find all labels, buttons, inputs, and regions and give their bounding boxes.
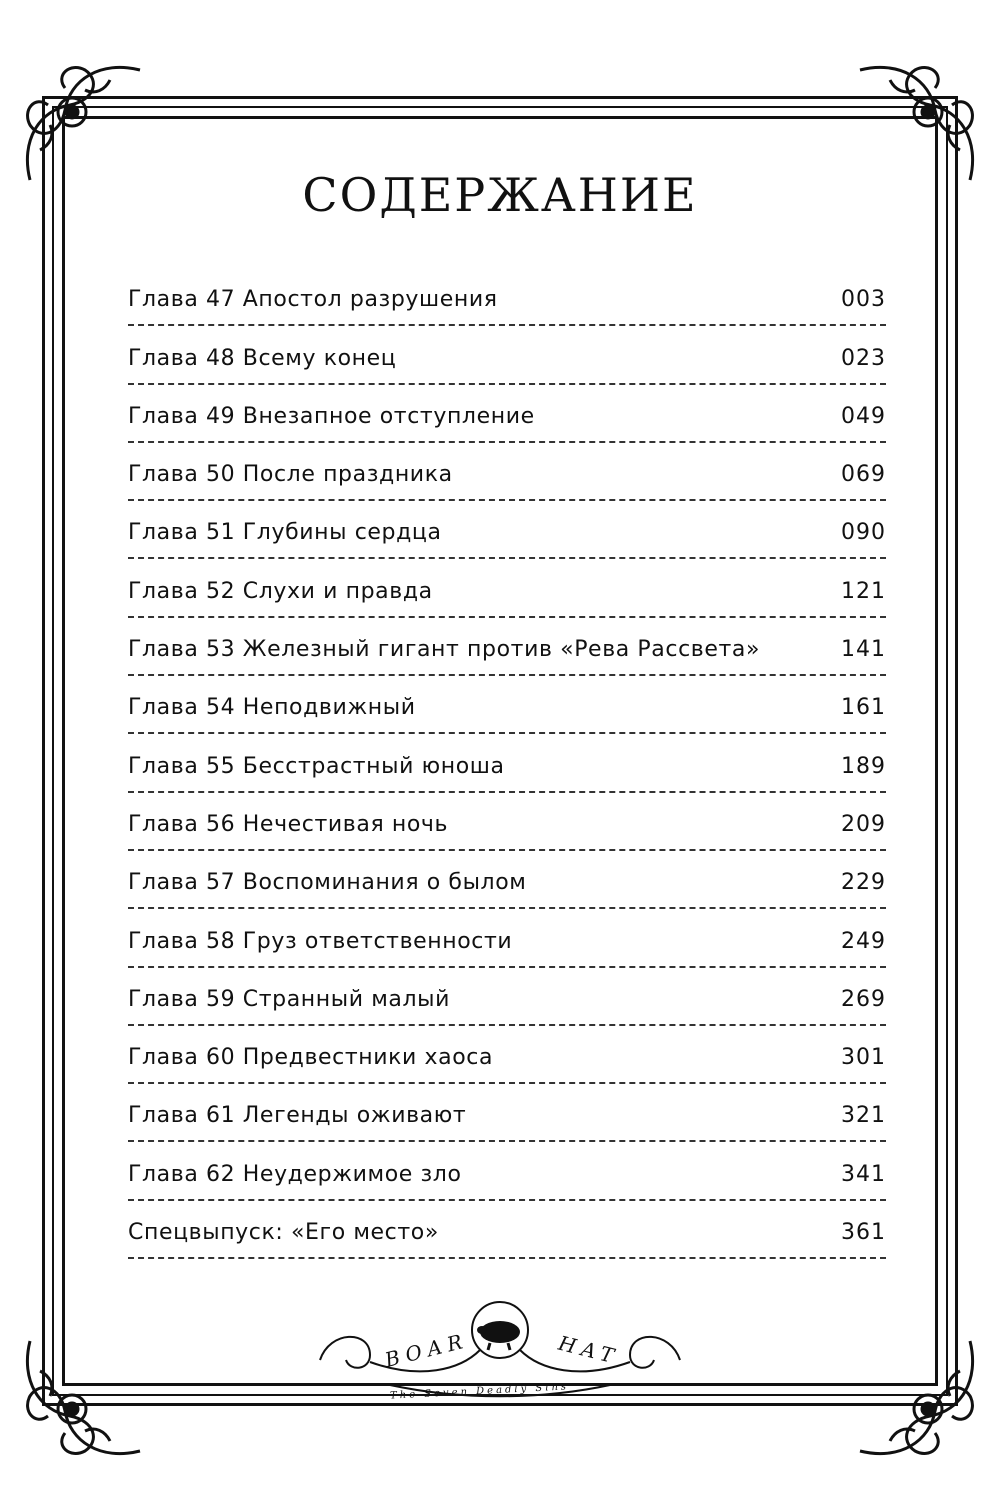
- pig-icon: [472, 1302, 528, 1358]
- toc-entry-page: 141: [841, 637, 886, 663]
- toc-entry-page: 023: [841, 345, 886, 371]
- toc-entry-label: Глава 54 Неподвижный: [128, 695, 416, 721]
- toc-entry-label: Спецвыпуск: «Его место»: [128, 1220, 439, 1246]
- toc-entry-page: 161: [841, 695, 886, 721]
- toc-entry-page: 249: [841, 928, 886, 954]
- toc-entry-label: Глава 52 Слухи и правда: [128, 578, 433, 604]
- toc-entry-label: Глава 59 Странный малый: [128, 986, 451, 1012]
- toc-entry[interactable]: [128, 1084, 886, 1142]
- table-of-contents: [128, 268, 886, 1259]
- toc-entry-page: 209: [841, 811, 886, 837]
- toc-entry-page: 301: [841, 1045, 886, 1071]
- toc-entry-page: 121: [841, 578, 886, 604]
- toc-entry[interactable]: [128, 1026, 886, 1084]
- toc-entry[interactable]: [128, 1201, 886, 1259]
- toc-entry-label: Глава 60 Предвестники хаоса: [128, 1045, 494, 1071]
- emblem-text-right: HAT: [556, 1330, 623, 1370]
- toc-entry[interactable]: [128, 909, 886, 967]
- toc-entry[interactable]: [128, 793, 886, 851]
- toc-entry-label: Глава 58 Груз ответственности: [128, 928, 513, 954]
- toc-entry-page: 229: [841, 870, 886, 896]
- toc-entry-page: 189: [841, 753, 886, 779]
- toc-entry-label: Глава 53 Железный гигант против «Рева Рассвета»: [128, 637, 761, 663]
- toc-entry-label: Глава 49 Внезапное отступление: [128, 403, 535, 429]
- toc-entry-label: Глава 56 Нечестивая ночь: [128, 811, 449, 837]
- page-title: СОДЕРЖАНИЕ: [302, 168, 698, 222]
- toc-entry[interactable]: [128, 676, 886, 734]
- toc-entry-page: 049: [841, 403, 886, 429]
- toc-entry[interactable]: [128, 734, 886, 792]
- toc-entry[interactable]: [128, 968, 886, 1026]
- toc-entry-label: Глава 48 Всему конец: [128, 345, 397, 371]
- toc-entry[interactable]: [128, 385, 886, 443]
- toc-entry-page: 321: [841, 1103, 886, 1129]
- emblem-text-left: BOAR: [382, 1328, 471, 1372]
- toc-entry[interactable]: [128, 501, 886, 559]
- toc-entry-page: 269: [841, 986, 886, 1012]
- toc-entry-label: Глава 61 Легенды оживают: [128, 1103, 467, 1129]
- toc-entry-page: 003: [841, 287, 886, 313]
- toc-entry-page: 361: [841, 1220, 886, 1246]
- toc-entry-label: Глава 57 Воспоминания о былом: [128, 870, 527, 896]
- toc-entry-label: Глава 47 Апостол разрушения: [128, 287, 498, 313]
- corner-ornament-icon: [10, 1321, 160, 1471]
- toc-entry[interactable]: [128, 618, 886, 676]
- corner-ornament-icon: [840, 1321, 990, 1471]
- toc-entry[interactable]: [128, 1142, 886, 1200]
- toc-entry-page: 341: [841, 1161, 886, 1187]
- toc-entry-label: Глава 62 Неудержимое зло: [128, 1161, 462, 1187]
- toc-entry[interactable]: [128, 268, 886, 326]
- toc-entry-label: Глава 55 Бесстрастный юноша: [128, 753, 505, 779]
- toc-entry[interactable]: [128, 559, 886, 617]
- toc-entry-label: Глава 50 После праздника: [128, 462, 453, 488]
- toc-entry[interactable]: [128, 326, 886, 384]
- emblem-subtitle: The Seven Deadly Sins: [389, 1381, 570, 1402]
- toc-entry-label: Глава 51 Глубины сердца: [128, 520, 442, 546]
- toc-entry[interactable]: [128, 443, 886, 501]
- toc-entry-page: 090: [841, 520, 886, 546]
- toc-entry[interactable]: [128, 851, 886, 909]
- toc-entry-page: 069: [841, 462, 886, 488]
